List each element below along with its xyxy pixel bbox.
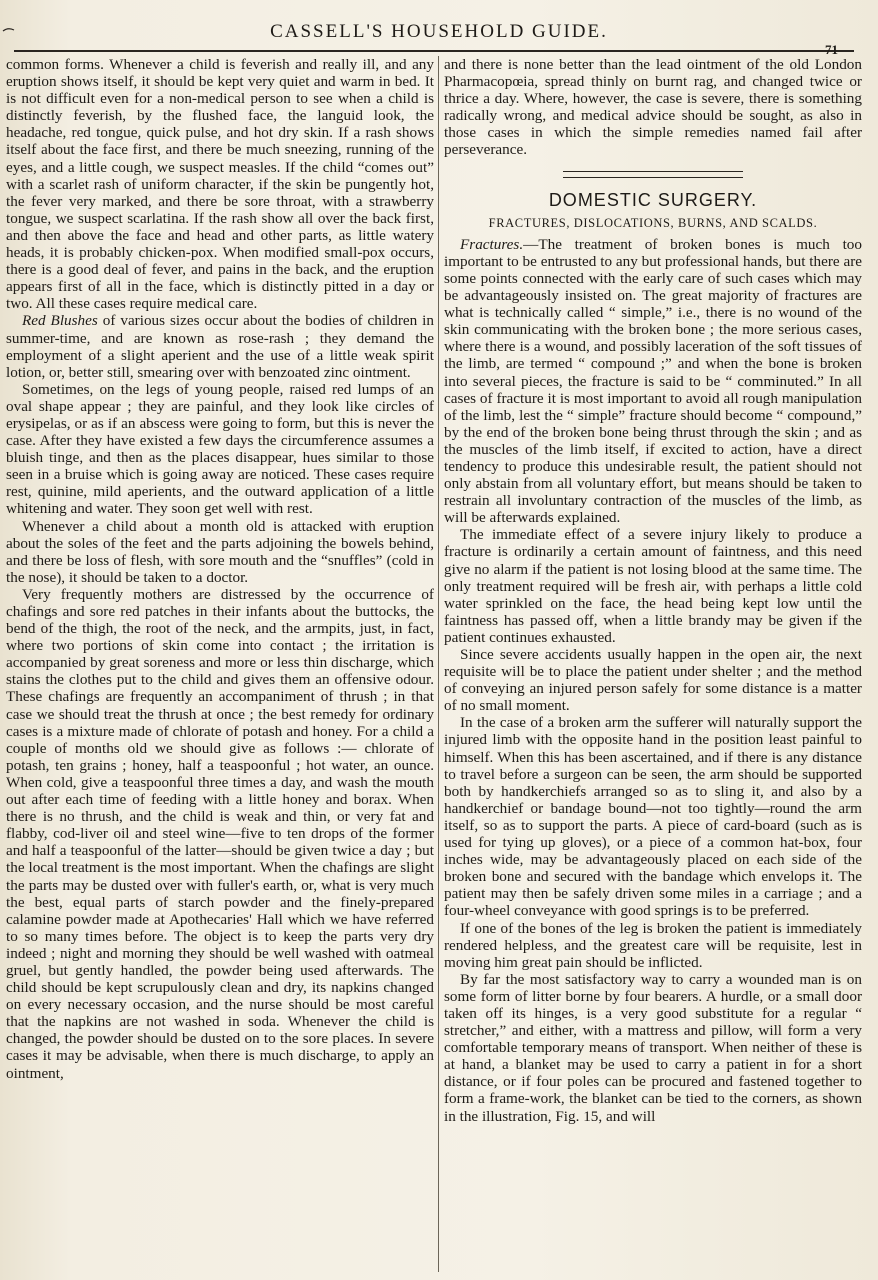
paragraph xyxy=(444,920,862,971)
paragraph-text: Sometimes, on the legs of young people, raised red lumps of an oval shape appear ; they are painful, and they look like circles of erysipelas, or as if an abscess were going to form, but this is never the case. After they have existed a few days the circumference assumes a bluish tinge, and then as the places disappear, hues similar to those seen in a bruise which is going away are noticed. These cases require rest, quinine, mild aperients, and the outward application of a little whitening and water. They soon get well with rest. xyxy=(6,380,434,518)
paragraph-text: In the case of a broken arm the sufferer will naturally support the injured limb with the opposite hand in the position least painful to himself. When this has been ascertained, and if there is any distance to travel before a surgeon can be seen, the arm should be supported both by handkerchiefs arranged so as to sling it, and also by a handkerchief or bandage bound—not too tightly—round the arm itself, so as to support the parts. A piece of card-board (such as is used for tying up gloves), or a piece of a common hat-box, four inches wide, may be advantageously placed on each side of the broken bone and secured with the bandage which envelops it. The patient may then be safely driven some miles in a carriage ; and a four-wheel conveyance with good springs is to be preferred. xyxy=(444,714,862,920)
paragraph xyxy=(6,381,434,518)
paragraph-text: of various sizes occur about the bodies of children in summer-time, and are known as rose-rash ; they demand the employment of a slight aperient and the use of a little weak spirit lotion, or, better still, smearing over with benzoated zinc ointment. xyxy=(6,312,434,381)
paragraph xyxy=(6,518,434,586)
paragraph xyxy=(444,714,862,919)
paragraph xyxy=(444,236,862,527)
paragraph-text: By far the most satisfactory way to carry a wounded man is on some form of litter borne by four bearers. A hurdle, or a small door taken off its hinges, is a very good substitute for a regular “ stretcher,” and either, with a mattress and pillow, will form a very comfortable temporary means of transport. When neither of these is at hand, a blanket may be used to carry a patient in for a short distance, or if four poles can be procured and fastened together to form a frame-work, the blanket can be tied to the corners, as shown in the illustration, Fig. 15, and will xyxy=(444,970,862,1125)
paragraph xyxy=(6,312,434,380)
section-subtitle: FRACTURES, DISLOCATIONS, BURNS, AND SCALDS. xyxy=(488,215,818,230)
paragraph xyxy=(6,56,434,312)
section-divider xyxy=(563,171,743,178)
section-title: DOMESTIC SURGERY. xyxy=(548,189,758,210)
paragraph-text: Whenever a child about a month old is attacked with eruption about the soles of the feet and the parts adjoining the bowels behind, and there be loss of flesh, with sore mouth and the “snuffles” (cold in the nose), it should be taken to a doctor. xyxy=(6,517,434,586)
paragraph xyxy=(444,971,862,1125)
paragraph-lead: Red Blushes xyxy=(22,312,98,330)
paragraph-text: common forms. Whenever a child is feverish and really ill, and any eruption shows itself, it should be kept very quiet and warm in bed. It is not difficult even for a non-medical person to see when a child is distinctly feverish, by the flushed face, the languid look, the headache, red tongue, quick pulse, and hot dry skin. If a rash shows itself about the face first, and there be much sneezing, running of the eyes, and a little cough, we suspect measles. If the child “comes out” with a scarlet rash of uniform character, if the skin be pungently hot, the fever very marked, and there be sore throat, with a strawberry tongue, we suspect scarlatina. If the rash show all over the back first, and then above the face and head and other parts, as little watery heads, it is probably chicken-pox. When modified small-pox occurs, there is a good deal of fever, and pains in the back, and the eruption appears first of all in the face, which is distinctly pitted in a day or two. All these cases require medical care. xyxy=(6,56,434,313)
paragraph xyxy=(444,526,862,646)
paragraph-text: —The treatment of broken bones is much too important to be entrusted to any but professional hands, but there are some points connected with the early care of such cases which may be advantageously insisted on. The great majority of fractures are what is technically called “ simple,” i.e., there is no wound of the skin communicating with the broken bone ; the more serious cases, where there is a wound, and possibly laceration of the soft tissues of the limb, are termed “ compound ;” and when the bone is broken into several pieces, the fracture is said to be “ comminuted.” In all cases of fracture it is most important to avoid all rough manipulation of the limb, lest the “ simple” fracture should become “ compound,” by the end of the broken bone being thrust through the skin ; and as the muscles of the limb itself, if excited to action, have a direct tendency to produce this undesirable result, the patient should not only abstain from all voluntary effort, but means should be taken to restrain all involuntary contraction of the muscles of the limb, as will be afterwards explained. xyxy=(444,235,862,527)
paragraph-text: Since severe accidents usually happen in the open air, the next requisite will be to place the patient under shelter ; and the method of conveying an injured person safely for some distance is a matter of no small moment. xyxy=(444,646,862,715)
paragraph-lead: Fractures. xyxy=(460,235,524,253)
paragraph-text: Very frequently mothers are distressed by the occurrence of chafings and sore red patches in their infants about the buttocks, the bend of the thigh, the root of the neck, and the armpits, just, in fact, where two portions of skin come into contact ; the irritation is accompanied by great soreness and more or less thin discharge, which stains the clothes put to the child and gives them an offensive odour. These chafings are frequently an accompaniment of thrush ; in that case we should treat the thrush at once ; the best remedy for ordinary cases is a mixture made of chlorate of potash and honey. For a child a couple of months old we should give as follows :— chlorate of potash, ten grains ; honey, half a teaspoonful ; hot water, an ounce. When cold, give a teaspoonful three times a day, and wash the mouth out after each time of feeding with a little honey and borax. When there is no thrush, and the child is weak and thin, or very fat and flabby, cod-liver oil and steel wine—five to ten drops of the former and half a teaspoonful of the latter—should be given twice a day ; but the local treatment is the most important. When the chafings are slight the parts may be dusted over with fuller's earth, or, what is very much the best, equal parts of starch powder and the finely-prepared calamine powder made at Apothecaries' Hall which we have referred to so many times before. The object is to keep the parts very dry indeed ; night and morning they should be well washed with oatmeal gruel, but gently handled, the powder being used afterwards. The child should be kept scrupulously clean and dry, its napkins changed on every necessary occasion, and the nurse should be most careful that the napkins are not washed in soda. Whenever the child is changed, the powder should be dusted on to the sore places. In severe cases it may be advisable, when there is much discharge, to apply an ointment, xyxy=(6,585,434,1082)
running-title: CASSELL'S HOUSEHOLD GUIDE. xyxy=(270,21,608,42)
paragraph-text: The immediate effect of a severe injury likely to produce a fracture is ordinarily a certain amount of faintness, and this need give no alarm if the patient is not losing blood at the same time. The only treatment required will be fresh air, with perhaps a little cold water sprinkled on the face, the head being kept low until the faintness has passed off, when a little brandy may be given if the patient continues exhausted. xyxy=(444,526,862,646)
right-paragraphs xyxy=(444,236,862,1125)
right-column xyxy=(444,56,862,1270)
continued-paragraph: and there is none better than the lead ointment of the old London Pharmacopœia, spread thinly on burnt rag, and changed twice or thrice a day. Where, however, the case is severe, there is something radically wrong, and medical advice should be sought, as also in those cases in which the simple remedies named fail after perseverance. xyxy=(444,56,862,159)
column-divider xyxy=(438,56,439,1272)
paragraph xyxy=(444,646,862,714)
paragraph-text: If one of the bones of the leg is broken the patient is immediately rendered helpless, and the greatest care will be requisite, lest in moving him great pain should be inflicted. xyxy=(444,919,862,971)
paragraph xyxy=(6,586,434,1082)
header-rule xyxy=(14,50,854,52)
page-number: 71 xyxy=(825,42,838,57)
running-head xyxy=(0,18,878,48)
left-column xyxy=(6,56,434,1270)
